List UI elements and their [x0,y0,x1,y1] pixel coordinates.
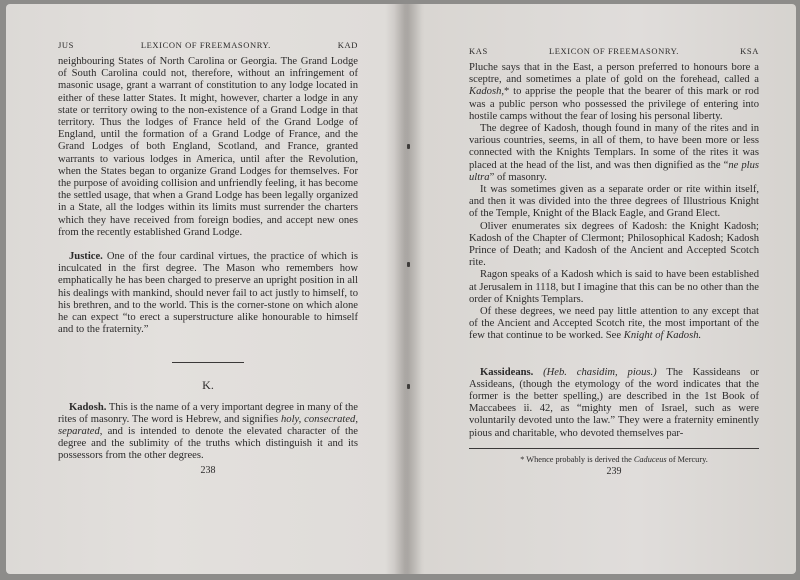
ragon-paragraph: Ragon speaks of a Kadosh which is said to have been established at Jerusalem in 1118, but I imagine that this can be no other than the order of Knights Templars. [469,269,759,305]
pluche-paragraph [469,62,759,123]
degree-paragraph [469,123,759,184]
kassideans-entry [469,367,759,440]
section-letter: K. [202,378,214,393]
binding-stitch [407,144,410,149]
degree-text-2: ” of masonry. [489,171,547,183]
kassideans-text: The Kassideans or Assideans, (though the etymology of the word indicates that the former is the better spelling,) are described in the 1st Book of Maccabees ii. 42, as “mighty men of Israel, such as were voluntarily devoted unto the law.” They were a fraternity eminently pious and charitable, who devoted themselves par- [469,366,759,439]
right-head-right: KSA [740,46,759,56]
binding-stitch [407,384,410,389]
cross-reference: Knight of Kadosh. [623,330,702,342]
footnote [469,455,759,464]
kadosh-italic-word: Kadosh, [469,86,505,98]
right-page-number: 239 [606,465,622,477]
kadosh-headword: Kadosh. [69,401,107,413]
left-page [58,4,358,564]
left-head-title: LEXICON OF FREEMASONRY. [140,40,271,50]
right-body [469,62,759,440]
separate-order-paragraph: It was sometimes given as a separate order or rite within itself, and then it was divided into the three degrees of Illustrious Knight of the Temple, Knight of the Black Eagle, and Grand Elect. [469,184,759,220]
pluche-text-2: * to apprise the people that the bearer of this mark or rod was a public person who possessed the privilege of entering into hostile camps without the fear of losing his personal liberty. [469,86,759,122]
kassideans-etymology: (Heb. chasidim, pious.) [533,366,657,378]
oliver-paragraph: Oliver enumerates six degrees of Kadosh: the Knight Kadosh; Kadosh of the Chapter of Clermont; Philosophical Kadosh; Kadosh Prince of Death; and Kadosh of the Ancient and Accepted Scotch rite. [469,220,759,269]
right-running-head [469,46,759,62]
right-head-title: LEXICON OF FREEMASONRY. [548,46,680,56]
justice-entry [58,251,358,336]
kadosh-text-2: , and is intended to denote the elevated character of the degree and the sublimity of the truths which distinguish it and its possessors from the other degrees. [58,426,358,462]
degrees-text: Of these degrees, we need pay little attention to any except that of the Ancient and Accepted Scotch rite, the most important of the few that continue to be worked. See [469,306,759,342]
book-gutter [394,4,422,574]
binding-stitch [407,262,410,267]
left-page-number: 238 [200,464,216,476]
justice-headword: Justice. [69,251,103,263]
pluche-text-1: Pluche says that in the East, a person preferred to honours bore a sceptre, and sometimes a plate of gold on the forehead, called a [469,62,759,86]
left-head-right: KAD [337,40,358,50]
justice-text: One of the four cardinal virtues, the practice of which is inculcated in the first degree. The Mason who remembers how emphatically he has been charged to preserve an upright position in all his dealings with mankind, should never fail to act justly to himself, to his brethren, and to the world. This is the corner-stone on which alone he can expect “to erect a superstructure alike honourable to himself and to the fraternity.” [58,251,358,336]
left-body [58,56,358,463]
degrees-paragraph [469,306,759,343]
footnote-text-2: of Mercury. [666,454,708,464]
open-book [6,4,796,574]
kadosh-entry [58,402,358,463]
right-page [469,4,759,564]
left-running-head [58,40,358,56]
right-head-left: KAS [469,46,488,56]
section-divider [172,362,244,363]
footnote-italic: Caduceus [633,454,667,464]
kadosh-text-1: This is the name of a very important degree in many of the rites of masonry. The word is Hebrew, and signifies [58,401,358,425]
continued-paragraph: neighbouring States of North Carolina or Georgia. The Grand Lodge of South Carolina could not, therefore, without an infringement of masonic usage, grant a warrant of constitution to any lodge located in either of these latter States. It might, however, charter a lodge in any state or territory owing to the non-existence of a Grand Lodge in that territory. Thus the lodges of France held of the Grand Lodge of England, until the formation of a Grand Lodge of France, and the Grand Lodges of both England, Scotland, and France, granted warrants to various lodges in America, until after the Revolution, when the States began to organize Grand Lodges for themselves. For the purpose of avoiding collision and unfriendly feeling, it has become the settled usage, that when a Grand Lodge has been legally organized in a State, all the lodges within its limits must surrender the charters which they have received from foreign bodies, and accept new ones from the recently established Grand Lodge. [58,56,358,238]
left-head-left: JUS [58,40,74,50]
footnote-text-1: * Whence probably is derived the [520,454,634,464]
kadosh-italic: holy, consecrated, separated [58,413,358,438]
kassideans-headword: Kassideans. [480,366,534,378]
degree-text-1: The degree of Kadosh, though found in many of the rites and in various countries, seems, in all of them, to have been more or less connected with the Knights Templars. In some of the rites it was placed at the head of the list, and was then dignified as the “ [469,123,759,171]
footnote-rule [469,448,759,449]
ne-plus-ultra: ne plus ultra [469,159,759,183]
